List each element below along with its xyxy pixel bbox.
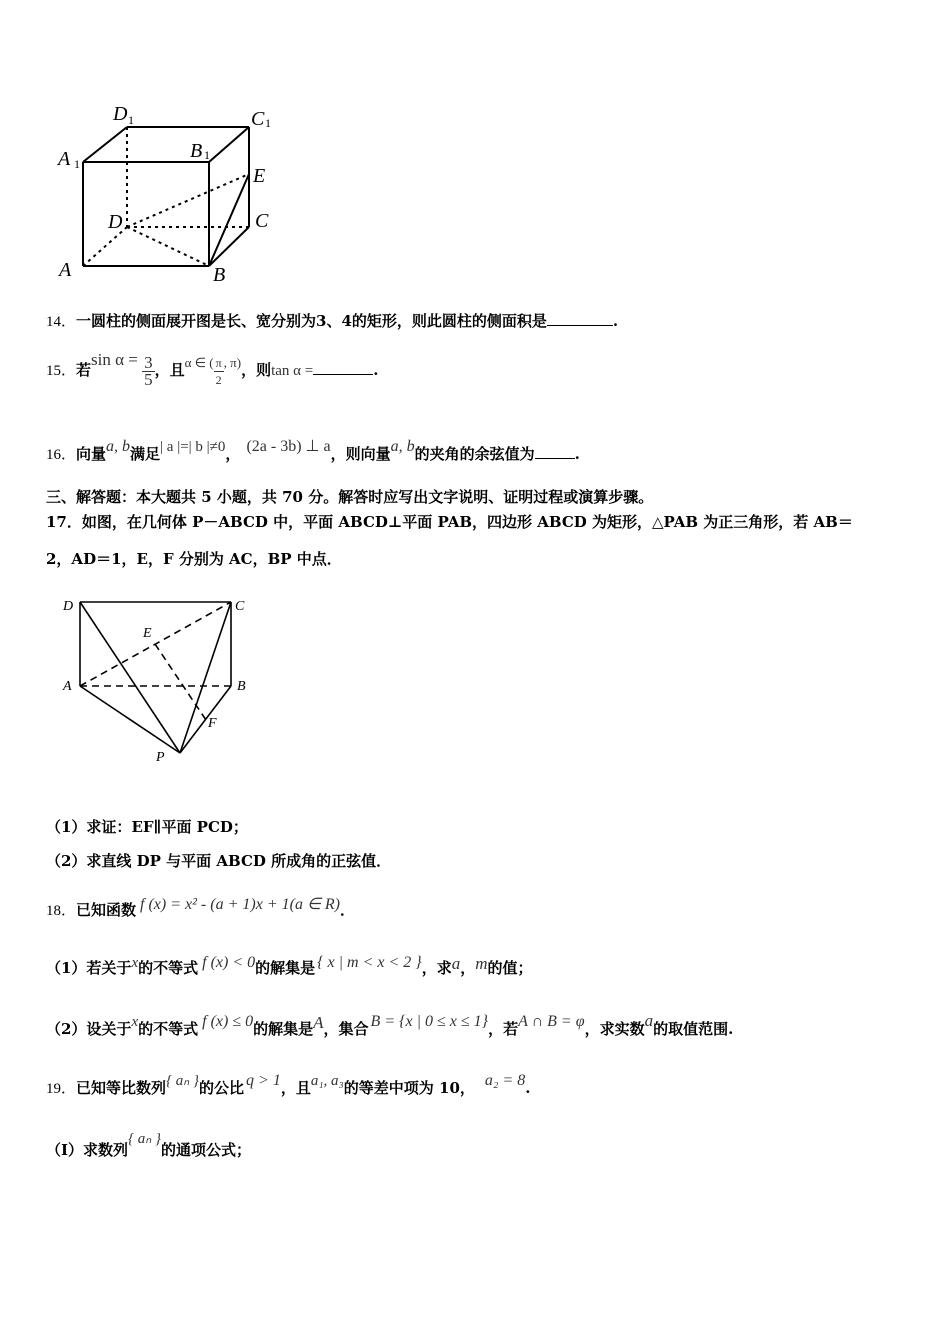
q19-number: 19．: [46, 1081, 77, 1097]
question-16: [46, 432, 580, 470]
q18-p2-a: （2）设关于: [46, 1020, 132, 1038]
q17-label-b: B: [237, 679, 246, 694]
label-b1-sub: 1: [204, 148, 210, 162]
q15-ze: ，则: [241, 361, 272, 379]
q16-cond1: | a |=| b |≠0: [160, 439, 226, 455]
q18-p1-ineq: f (x) < 0: [202, 954, 256, 971]
q16-vectors: a, b: [106, 438, 131, 455]
q18-p2-e: ，若: [488, 1020, 519, 1038]
q15-fraction: [142, 352, 155, 389]
q18-p2-x: x: [131, 1014, 139, 1030]
q15-range: α ∈ (: [184, 355, 214, 370]
q16-answer-blank: [535, 444, 575, 459]
label-e: E: [253, 165, 266, 187]
q16-text-a: 向量: [76, 445, 107, 463]
q18-p1-a-var: a: [451, 954, 461, 973]
q15-end: .: [373, 361, 379, 379]
q15-pi-num: π: [215, 355, 222, 370]
label-d1-sub: 1: [128, 113, 134, 127]
q16-ze: ，则向量: [330, 445, 391, 463]
q15-answer-blank: [313, 360, 373, 375]
q15-pi-den: 2: [215, 372, 222, 387]
q19-a: 已知等比数列: [76, 1079, 167, 1097]
q17-figure: [55, 590, 265, 770]
q19-c: ，且: [280, 1079, 311, 1097]
label-c: C: [255, 210, 269, 232]
q18-p1-x: x: [131, 955, 139, 971]
q19-p1-b: 的通项公式；: [161, 1141, 252, 1159]
q19-p1-a: （Ⅰ）求数列: [46, 1141, 129, 1159]
q17-part1: （1）求证：EF∥平面 PCD；: [46, 818, 248, 836]
q18-p1-f: 的值；: [487, 959, 533, 977]
cube-figure: [50, 95, 290, 290]
q18-p1-b: 的不等式: [138, 959, 199, 977]
q18-p2-A: A: [313, 1013, 324, 1032]
question-19: [46, 1066, 530, 1104]
q15-tan: tan α =: [271, 363, 314, 379]
label-c1: C: [251, 108, 265, 130]
q14-end: .: [612, 312, 619, 330]
label-d1: D: [113, 103, 128, 125]
q18-p2-a-var: a: [644, 1011, 654, 1030]
q17-label-c: C: [235, 599, 245, 614]
q16-cond2: (2a - 3b) ⊥ a: [246, 438, 331, 455]
label-a1: A: [58, 148, 71, 170]
q18-end: ．: [339, 901, 355, 919]
q17-line2: 2，AD＝1，E，F 分别为 AC，BP 中点．: [46, 550, 342, 568]
q15-pi-fraction: [214, 355, 224, 388]
label-a: A: [59, 259, 72, 281]
q19-part1: [46, 1124, 251, 1165]
q18-p2-cap: A ∩ B = φ: [518, 1013, 585, 1030]
q15-ruo: 若: [76, 361, 92, 379]
q16-number: 16．: [46, 447, 77, 463]
section-3-heading: 三、解答题：本大题共 5 小题，共 70 分。解答时应写出文字说明、证明过程或演算步骤。: [46, 488, 654, 506]
label-b: B: [213, 264, 226, 286]
q17-line1: 17．如图，在几何体 P－ABCD 中，平面 ABCD⊥平面 PAB，四边形 ABCD 为矩形，△PAB 为正三角形，若 AB＝: [46, 513, 853, 531]
q14-answer-blank: [547, 311, 613, 326]
q18-p2-ineq: f (x) ≤ 0: [202, 1013, 254, 1030]
q14-number: 14．: [46, 314, 77, 330]
q18-p1-e: ，: [460, 959, 476, 977]
q17-label-e: E: [143, 626, 152, 641]
q18-p1-set: { x | m < x < 2 }: [317, 954, 422, 971]
q17-label-p: P: [156, 750, 165, 765]
question-18: [46, 890, 355, 926]
q18-p2-g: 的取值范围.: [653, 1020, 734, 1038]
q15-number: 15．: [46, 363, 77, 379]
q19-b: 的公比: [199, 1079, 245, 1097]
q18-function: f (x) = x² - (a + 1)x + 1(a ∈ R): [140, 896, 340, 913]
label-a1-sub: 1: [74, 157, 80, 171]
question-15: [46, 343, 378, 388]
q16-end: .: [574, 445, 580, 463]
q18-p2-c: 的解集是: [253, 1020, 314, 1038]
q18-number: 18．: [46, 903, 77, 919]
q19-p1-an: { aₙ }: [128, 1131, 162, 1147]
q18-p1-m-var: m: [475, 954, 488, 973]
label-b1: B: [190, 140, 203, 162]
q18-p2-f: ，求实数: [584, 1020, 645, 1038]
q19-d: 的等差中项为 10，: [343, 1079, 475, 1097]
q15-range-end: , π): [223, 355, 242, 370]
q18-p2-d: ，集合: [323, 1020, 369, 1038]
q16-manzu: 满足: [130, 445, 161, 463]
q15-frac-den: 5: [144, 369, 153, 389]
q19-end: .: [525, 1079, 531, 1097]
q19-an: { aₙ }: [166, 1073, 200, 1089]
q19-q: q > 1: [246, 1072, 281, 1089]
q17-part2: （2）求直线 DP 与平面 ABCD 所成角的正弦值．: [46, 852, 392, 870]
q18-p1-c: 的解集是: [255, 959, 316, 977]
q19-a1a3: a₁, a₃: [310, 1073, 344, 1089]
question-14: [46, 310, 618, 333]
q15-frac-num: 3: [144, 352, 153, 372]
q18-text: 已知函数: [76, 901, 137, 919]
label-c1-sub: 1: [265, 116, 271, 130]
q16-comma: ，: [225, 445, 241, 463]
q16-rest: 的夹角的余弦值为: [414, 445, 535, 463]
q14-text: 一圆柱的侧面展开图是长、宽分别为3、4的矩形，则此圆柱的侧面积是: [76, 312, 547, 330]
q18-p1-d: ，求: [421, 959, 452, 977]
q19-a2: a₂ = 8: [484, 1072, 526, 1089]
q17-label-a: A: [63, 679, 72, 694]
q18-p2-setB: B = {x | 0 ≤ x ≤ 1}: [370, 1013, 489, 1030]
q18-part1: [46, 948, 533, 983]
q16-vectors-2: a, b: [390, 438, 415, 455]
q17-label-f: F: [208, 716, 217, 731]
label-d: D: [108, 211, 123, 233]
q18-p2-b: 的不等式: [138, 1020, 199, 1038]
q18-p1-a: （1）若关于: [46, 959, 132, 977]
q17-label-d: D: [63, 599, 74, 614]
q15-qie: ，且: [154, 361, 185, 379]
q15-sin: sin α =: [91, 350, 143, 369]
q18-part2: [46, 1006, 733, 1044]
